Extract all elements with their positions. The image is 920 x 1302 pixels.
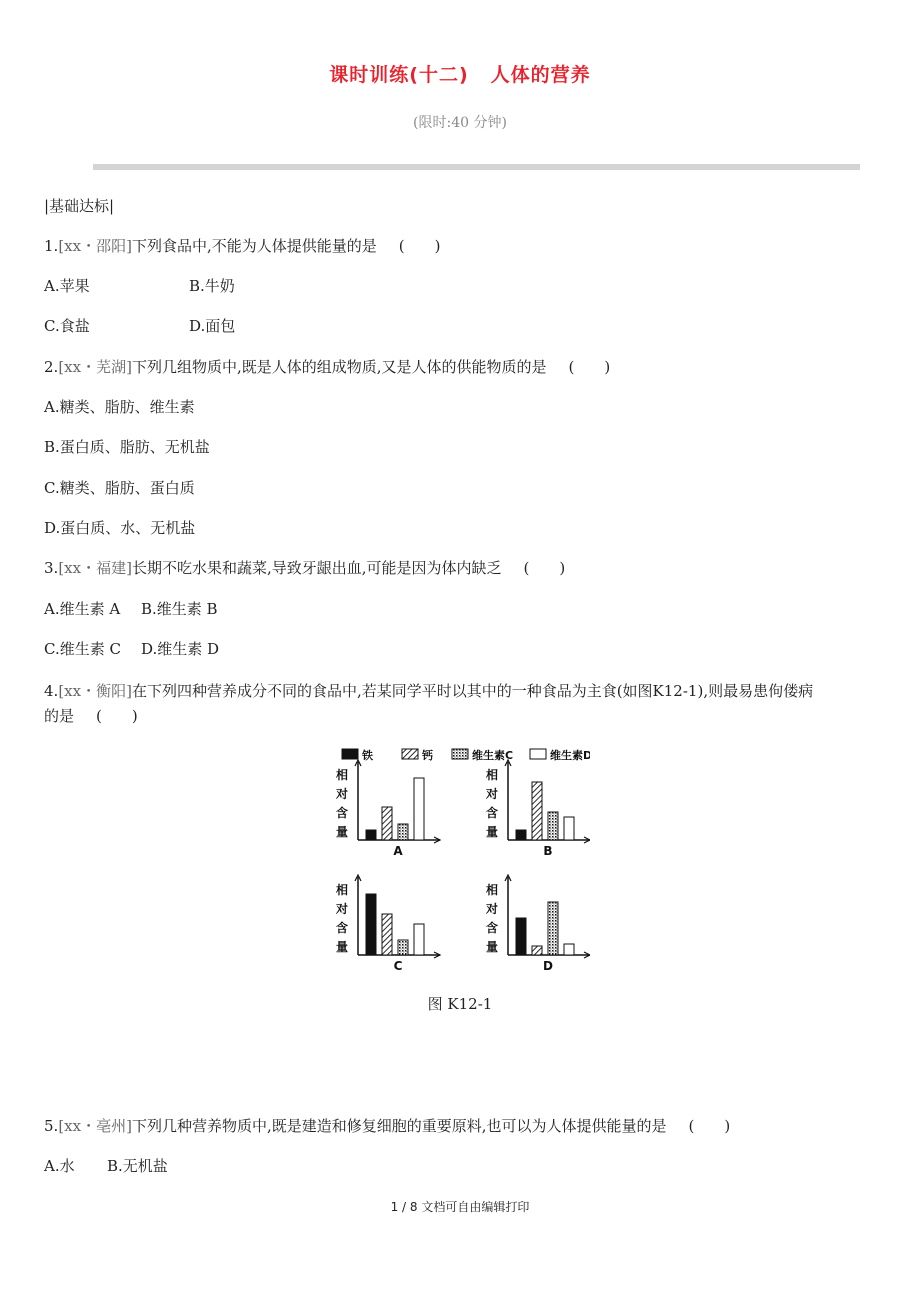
legend-swatch xyxy=(342,749,358,759)
bar-chart-figure xyxy=(330,740,590,975)
y-axis-label-char: 对 xyxy=(335,902,349,916)
bar-维生素C xyxy=(548,812,558,840)
y-axis-label-char: 对 xyxy=(335,787,349,801)
option-a: A.水 xyxy=(44,1157,75,1175)
answer-blank: ( ) xyxy=(523,559,566,577)
question-number: 5. xyxy=(44,1117,59,1135)
bar-维生素C xyxy=(548,902,558,955)
bar-铁 xyxy=(366,830,376,840)
panel-label: A xyxy=(393,844,403,858)
legend-label: 钙 xyxy=(422,749,433,762)
y-axis-label-char: 相 xyxy=(485,768,499,782)
bar-维生素D xyxy=(414,778,424,840)
bar-维生素C xyxy=(398,940,408,955)
question-5 xyxy=(44,1116,730,1136)
title-sub: 人体的营养 xyxy=(490,64,591,86)
answer-blank: ( ) xyxy=(688,1117,731,1135)
y-axis-label-char: 对 xyxy=(485,902,499,916)
bar-钙 xyxy=(382,807,392,840)
divider xyxy=(93,164,860,170)
chart-panel-d xyxy=(485,875,590,973)
question-number: 4. xyxy=(44,682,59,700)
legend-swatch xyxy=(402,749,418,759)
question-3 xyxy=(44,558,565,578)
option-b: B.牛奶 xyxy=(189,277,235,295)
bar-维生素D xyxy=(564,817,574,840)
question-source: [xx・福建] xyxy=(58,559,132,577)
question-4 xyxy=(44,681,813,701)
bar-维生素D xyxy=(564,944,574,955)
answer-blank: ( ) xyxy=(96,707,138,725)
option-d: D.维生素 D xyxy=(141,640,220,658)
question-stem: 下列几种营养物质中,既是建造和修复细胞的重要原料,也可以为人体提供能量的是 xyxy=(131,1117,667,1135)
option-a: A.糖类、脂肪、维生素 xyxy=(44,398,195,416)
question-stem: 下列几组物质中,既是人体的组成物质,又是人体的供能物质的是 xyxy=(131,358,547,376)
option-b: B.蛋白质、脂肪、无机盐 xyxy=(44,438,210,456)
panel-label: C xyxy=(393,959,403,973)
y-axis-label-char: 量 xyxy=(485,825,499,839)
page-title xyxy=(0,60,920,87)
option-d: D.蛋白质、水、无机盐 xyxy=(44,519,196,537)
y-axis-label-char: 含 xyxy=(485,921,499,935)
legend-swatch xyxy=(530,749,546,759)
option-c: C.食盐 xyxy=(44,317,90,335)
figure-caption: 图 K12-1 xyxy=(427,995,493,1013)
question-stem: 在下列四种营养成分不同的食品中,若某同学平时以其中的一种食品为主食(如图K12-1),则最易患佝偻病 xyxy=(131,682,814,700)
question-stem: 长期不吃水果和蔬菜,导致牙龈出血,可能是因为体内缺乏 xyxy=(131,559,502,577)
option-a: A.苹果 xyxy=(44,277,90,295)
y-axis-label-char: 相 xyxy=(335,883,349,897)
bar-铁 xyxy=(516,918,526,955)
bar-铁 xyxy=(516,830,526,840)
question-number: 2. xyxy=(44,358,59,376)
question-source: [xx・衡阳] xyxy=(58,682,132,700)
page-footer: 1 / 8 文档可自由编辑打印 xyxy=(390,1200,530,1214)
question-source: [xx・邵阳] xyxy=(58,237,132,255)
question-stem: 下列食品中,不能为人体提供能量的是 xyxy=(131,237,377,255)
y-axis-label-char: 量 xyxy=(335,825,349,839)
question-4-continued xyxy=(44,706,138,726)
y-axis-label-char: 相 xyxy=(485,883,499,897)
option-a: A.维生素 A xyxy=(44,600,121,618)
y-axis-label-char: 量 xyxy=(335,940,349,954)
chart-panels xyxy=(335,760,590,973)
option-c: C.维生素 C xyxy=(44,640,121,658)
question-source: [xx・芜湖] xyxy=(58,358,132,376)
title-main: 课时训练(十二) xyxy=(329,64,469,86)
legend-label: 维生素C xyxy=(472,749,514,762)
legend-label: 铁 xyxy=(362,749,373,762)
y-axis-label-char: 对 xyxy=(485,787,499,801)
chart-panel-b xyxy=(485,760,590,858)
question-number: 3. xyxy=(44,559,59,577)
answer-blank: ( ) xyxy=(398,237,441,255)
panel-label: B xyxy=(543,844,553,858)
question-1 xyxy=(44,236,440,256)
bar-钙 xyxy=(532,946,542,955)
question-2 xyxy=(44,357,610,377)
panel-label: D xyxy=(543,959,553,973)
legend-swatch xyxy=(452,749,468,759)
section-heading: |基础达标| xyxy=(44,197,115,215)
option-d: D.面包 xyxy=(189,317,236,335)
y-axis-label-char: 含 xyxy=(485,806,499,820)
question-stem-continued: 的是 xyxy=(44,707,75,725)
chart-panel-a xyxy=(335,760,440,858)
time-limit: (限时:40 分钟) xyxy=(413,115,507,131)
option-b: B.维生素 B xyxy=(141,600,218,618)
option-c: C.糖类、脂肪、蛋白质 xyxy=(44,479,195,497)
y-axis-label-char: 含 xyxy=(335,921,349,935)
question-number: 1. xyxy=(44,237,59,255)
bar-维生素D xyxy=(414,924,424,955)
question-source: [xx・亳州] xyxy=(58,1117,132,1135)
option-b: B.无机盐 xyxy=(107,1157,168,1175)
y-axis-label-char: 量 xyxy=(485,940,499,954)
legend-label: 维生素D xyxy=(550,749,590,762)
answer-blank: ( ) xyxy=(568,358,611,376)
chart-panel-c xyxy=(335,875,440,973)
figure-k12-1 xyxy=(330,740,590,975)
bar-铁 xyxy=(366,894,376,955)
y-axis-label-char: 含 xyxy=(335,806,349,820)
bar-钙 xyxy=(532,782,542,840)
bar-维生素C xyxy=(398,824,408,840)
chart-legend xyxy=(342,748,590,762)
bar-钙 xyxy=(382,914,392,955)
y-axis-label-char: 相 xyxy=(335,768,349,782)
